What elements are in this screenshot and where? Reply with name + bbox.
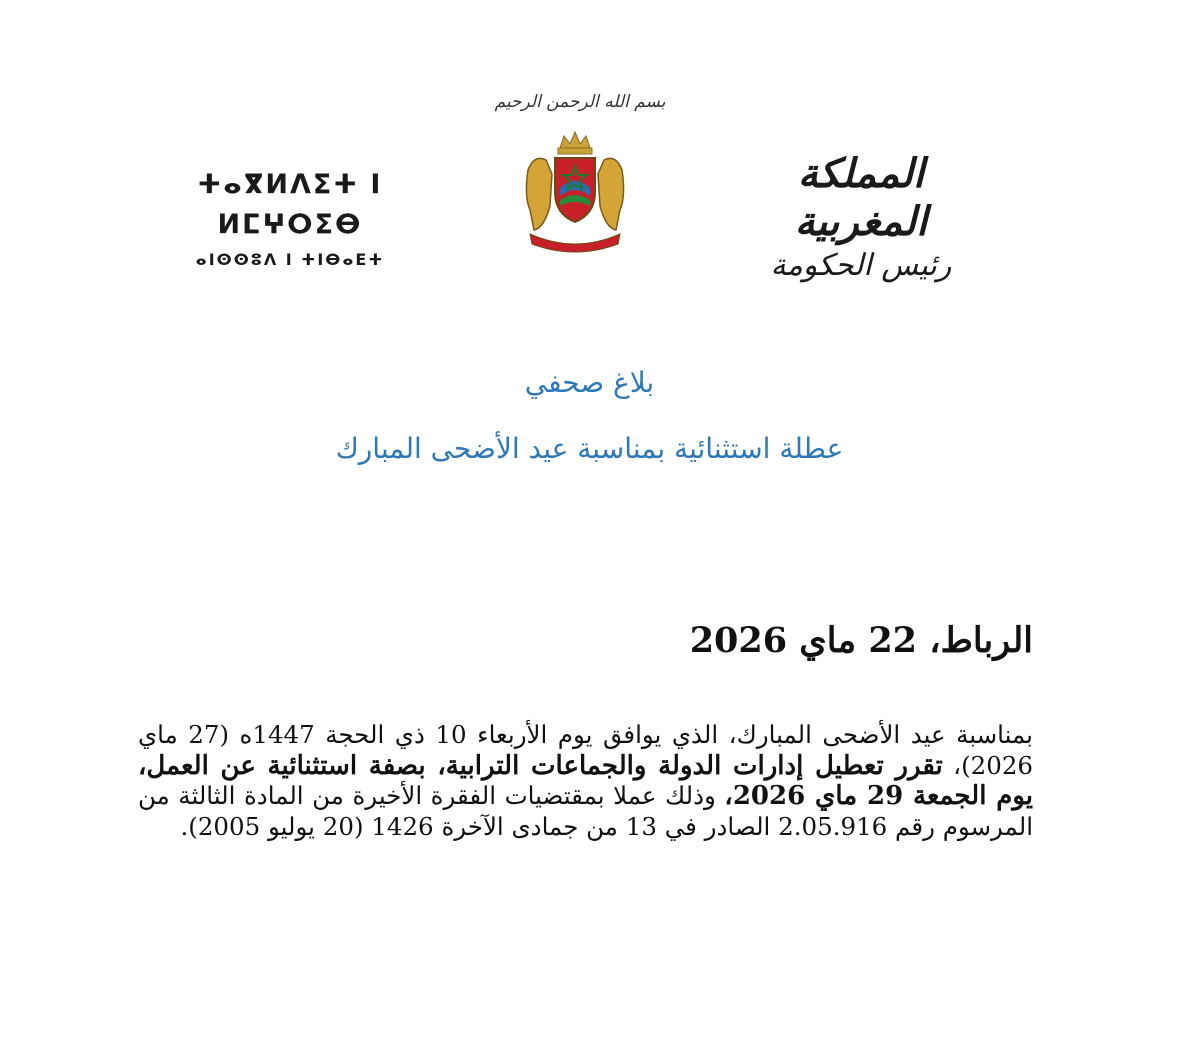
tifinagh-line-2: ⴰⵏⵙⵙⵓⴷ ⵏ ⵜⵏⴱⴰⴹⵜ <box>195 250 385 269</box>
dateline: الرباط، 22 ماي 2026 <box>689 620 1033 661</box>
kingdom-title-tifinagh <box>160 165 420 275</box>
basmala: بسم الله الرحمن الرحيم <box>494 92 666 112</box>
head-of-government: رئيس الحكومة <box>770 248 952 283</box>
tifinagh-line-1: ⵜⴰⴳⵍⴷⵉⵜ ⵏ ⵍⵎⵖⵔⵉⴱ <box>197 169 383 240</box>
paragraph-legal-basis: وذلك عملا بمقتضيات الفقرة الأخيرة من المادة الثالثة من المرسوم رقم 2.05.916 الصادر في 13 من جمادى الآخرة 1426 (20 يوليو 2005). <box>138 781 1033 841</box>
paragraph-decision: تقرر تعطيل إدارات الدولة والجماعات الترابية، بصفة استثنائية عن العمل، يوم الجمعة 29 ماي 2026، <box>138 750 1034 811</box>
kingdom-title-arabic <box>751 150 971 286</box>
kingdom-name: المملكة المغربية <box>794 150 928 245</box>
press-release-subject: عطلة استثنائية بمناسبة عيد الأضحى المبارك <box>335 432 844 465</box>
morocco-coat-of-arms-icon <box>520 130 630 260</box>
announcement-paragraph <box>138 720 1033 842</box>
paragraph-intro: بمناسبة عيد الأضحى المبارك، الذي يوافق يوم الأربعاء 10 ذي الحجة 1447ه (27 ماي 2026)، <box>138 720 1034 780</box>
press-release-heading: بلاغ صحفي <box>524 366 655 399</box>
